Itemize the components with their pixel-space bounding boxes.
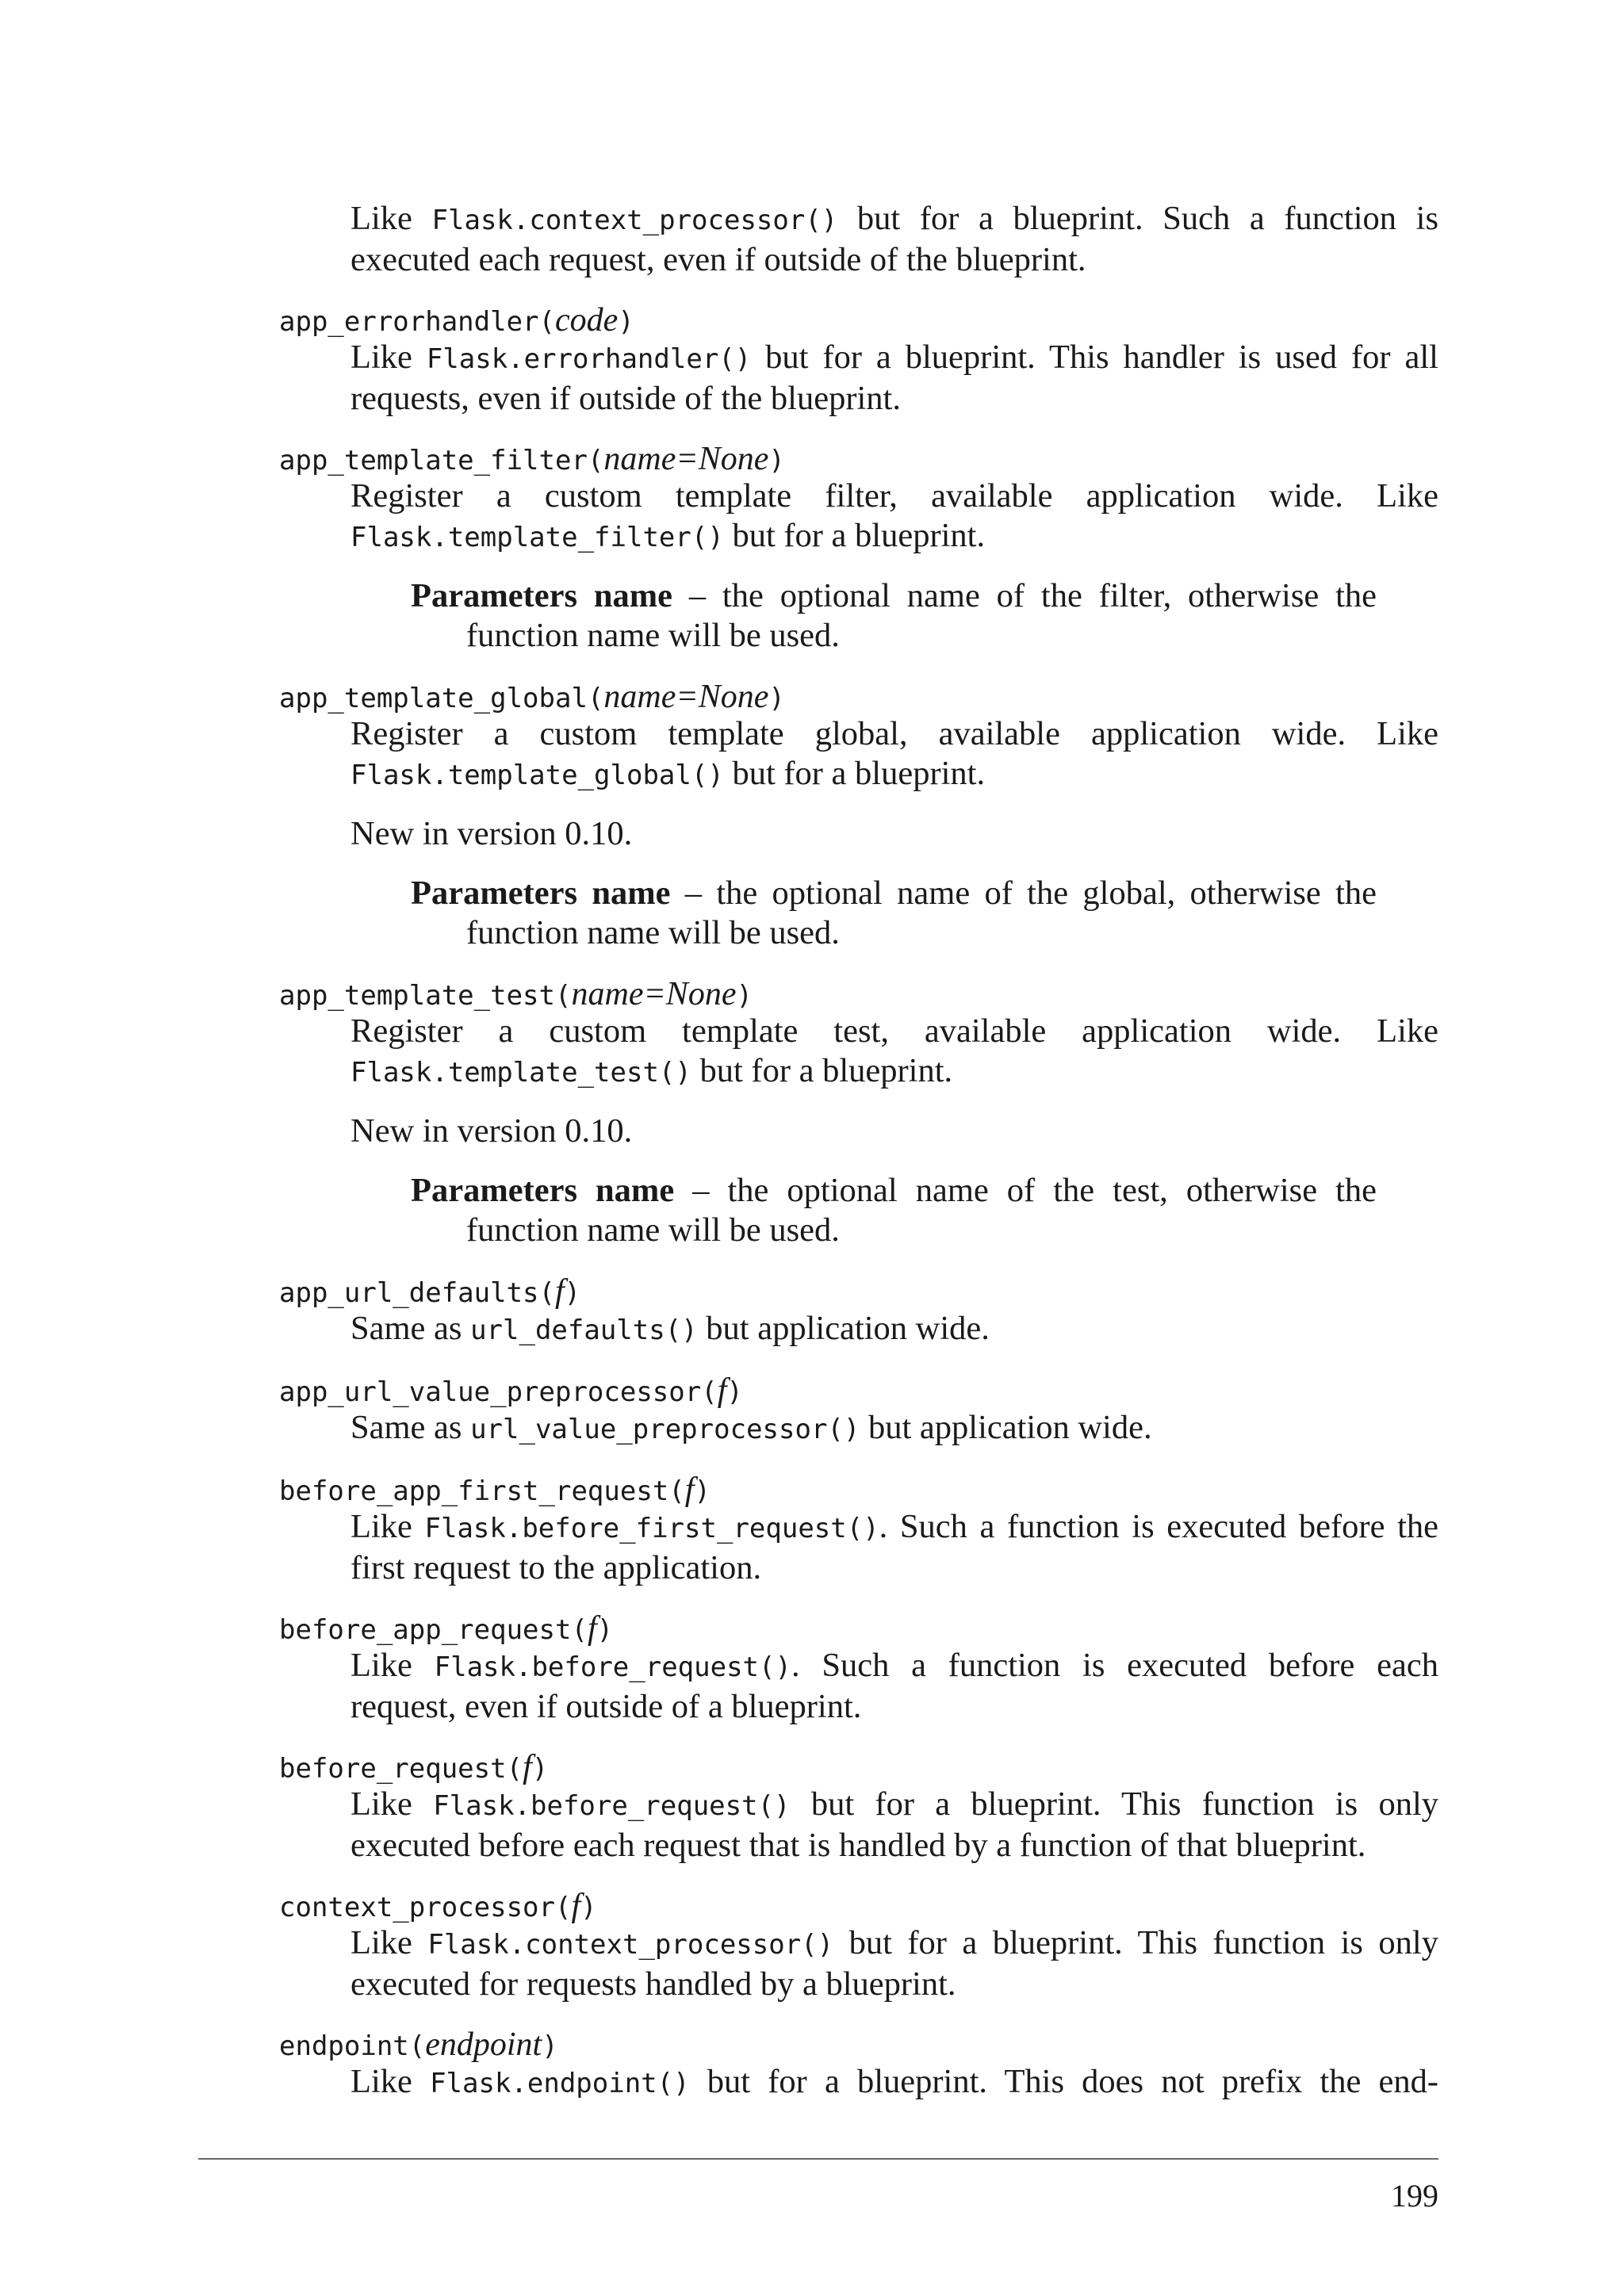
paren-close: ) [618,306,634,338]
code-reference: Flask.before_request() [433,1790,791,1822]
method-name: app_url_defaults [279,1277,539,1309]
description-before-app-request [350,1646,1438,1727]
parameter-description: – the optional name of the filter, otherwise the function name will be used. [466,577,1377,654]
method-args: name=None [603,441,769,477]
text-run: but for a blueprint. This function is only executed before each request that is handled by a function of that blueprint. [350,1785,1438,1864]
text-run: Like [350,1785,434,1823]
method-args: f [571,1888,581,1924]
description-app-errorhandler [350,338,1438,419]
paren-close: ) [726,1376,743,1408]
paren-open: ( [571,1614,588,1646]
method-name: before_app_request [279,1614,572,1646]
signature-app-errorhandler [279,303,634,339]
paren-open: ( [408,2030,426,2062]
method-name: app_url_value_preprocessor [279,1376,702,1408]
description-before-request [350,1785,1438,1866]
paren-open: ( [555,980,572,1012]
text-run: Like [350,1508,425,1545]
code-reference: Flask.template_filter() [350,522,724,553]
description-app-url-defaults [350,1309,1438,1350]
parameter-name: name [592,874,671,912]
description-context-processor [350,1923,1438,2004]
method-args: f [523,1749,532,1785]
code-reference: url_value_preprocessor() [470,1414,860,1445]
description-before-app-first-request [350,1507,1438,1588]
method-name: before_request [279,1753,507,1785]
paren-open: ( [538,306,555,338]
text-run: Like [350,339,427,376]
paren-close: ) [580,1892,597,1923]
text-run: but for a blueprint. [723,517,986,554]
parameters-app-template-global [411,874,1377,953]
code-reference: Flask.context_processor() [427,1929,834,1961]
code-reference: Flask.context_processor() [431,205,838,236]
text-run: Like [350,1924,428,1961]
paren-close: ) [736,980,753,1012]
signature-app-template-global [279,679,785,716]
text-run: but for a blueprint. This handler is used for all requests, even if outside of the blueprint. [350,339,1438,417]
parameter-description: – the optional name of the test, otherwise the function name will be used. [466,1172,1377,1249]
version-note-app-template-global: New in version 0.10. [350,815,633,852]
footer-rule [198,2158,1438,2160]
paren-open: ( [506,1753,523,1785]
code-reference: Flask.before_first_request() [424,1513,879,1544]
method-name: before_app_first_request [279,1475,669,1507]
description-app-template-filter [350,476,1438,557]
method-args: f [684,1471,695,1508]
paren-open: ( [701,1376,718,1408]
page-number: 199 [1391,2178,1438,2214]
parameters-app-template-test [411,1171,1377,1250]
code-reference: Flask.template_test() [350,1057,691,1089]
text-run: Like [350,1647,435,1684]
parameter-name: name [593,577,673,614]
paren-close: ) [542,2030,558,2062]
signature-app-url-value-preprocessor [279,1373,743,1410]
text-run: but application wide. [860,1409,1152,1446]
method-name: app_template_global [279,683,588,714]
signature-app-template-filter [279,442,785,478]
parameters-label: Parameters [411,577,578,614]
method-name: app_template_test [279,980,555,1012]
paren-close: ) [564,1277,581,1309]
method-args: endpoint [425,2026,542,2063]
text-run: Register a custom template test, available application wide. Like [350,1012,1438,1050]
paren-open: ( [668,1475,685,1507]
text-run: but for a blueprint. Such a function is executed each request, even if outside of the blueprint. [350,200,1438,278]
code-reference: Flask.errorhandler() [426,343,752,375]
signature-app-url-defaults [279,1274,580,1311]
text-run: . Such a function is executed before each request, even if outside of a blueprint. [350,1647,1438,1725]
paren-close: ) [694,1475,710,1507]
code-reference: Flask.endpoint() [430,2068,690,2099]
method-args: name=None [603,679,769,715]
parameter-name: name [596,1172,675,1209]
method-args: f [587,1610,597,1647]
paren-open: ( [555,1892,572,1923]
signature-before-app-first-request [279,1472,710,1509]
description-app-url-value-preprocessor [350,1408,1438,1449]
text-run: Like [350,200,432,237]
code-reference: Flask.template_global() [350,760,724,791]
signature-context-processor [279,1888,597,1925]
text-run: but for a blueprint. This function is only executed for requests handled by a blueprint. [350,1924,1438,2003]
method-args: f [717,1372,727,1409]
text-run: Register a custom template global, available application wide. Like [350,715,1438,752]
text-run: but application wide. [697,1310,990,1347]
text-run: . Such a function is executed before the first request to the application. [350,1508,1438,1586]
signature-before-request [279,1750,548,1786]
text-run: Like [350,2063,431,2100]
signature-app-template-test [279,977,753,1013]
code-reference: url_defaults() [470,1314,698,1346]
method-args: name=None [571,976,737,1012]
parameters-label: Parameters [411,874,578,912]
method-name: app_errorhandler [279,306,539,338]
description-app-template-global [350,714,1438,795]
description-endpoint [350,2062,1438,2103]
paren-open: ( [587,445,604,476]
paren-close: ) [596,1614,614,1646]
text-run: but for a blueprint. This does not prefix the end- [689,2063,1438,2100]
text-run: Same as [350,1409,471,1446]
text-run: but for a blueprint. [723,755,986,792]
paren-close: ) [768,683,785,714]
paren-close: ) [531,1753,549,1785]
paren-open: ( [538,1277,555,1309]
parameter-description: – the optional name of the global, otherwise the function name will be used. [466,874,1377,951]
description-app-template-test [350,1012,1438,1093]
intro-paragraph [350,199,1438,280]
method-name: app_template_filter [279,445,588,476]
paren-close: ) [768,445,785,476]
method-name: endpoint [279,2030,409,2062]
parameters-app-template-filter [411,576,1377,656]
text-run: Same as [350,1310,471,1347]
code-reference: Flask.before_request() [434,1651,791,1683]
paren-open: ( [587,683,604,714]
version-note-app-template-test: New in version 0.10. [350,1112,633,1150]
method-name: context_processor [279,1892,555,1923]
signature-endpoint [279,2027,558,2064]
signature-before-app-request [279,1611,613,1647]
text-run: but for a blueprint. [691,1052,953,1089]
parameters-label: Parameters [411,1172,578,1209]
text-run: Register a custom template filter, available application wide. Like [350,477,1438,515]
method-args: f [555,1273,565,1310]
method-args: code [555,302,619,339]
